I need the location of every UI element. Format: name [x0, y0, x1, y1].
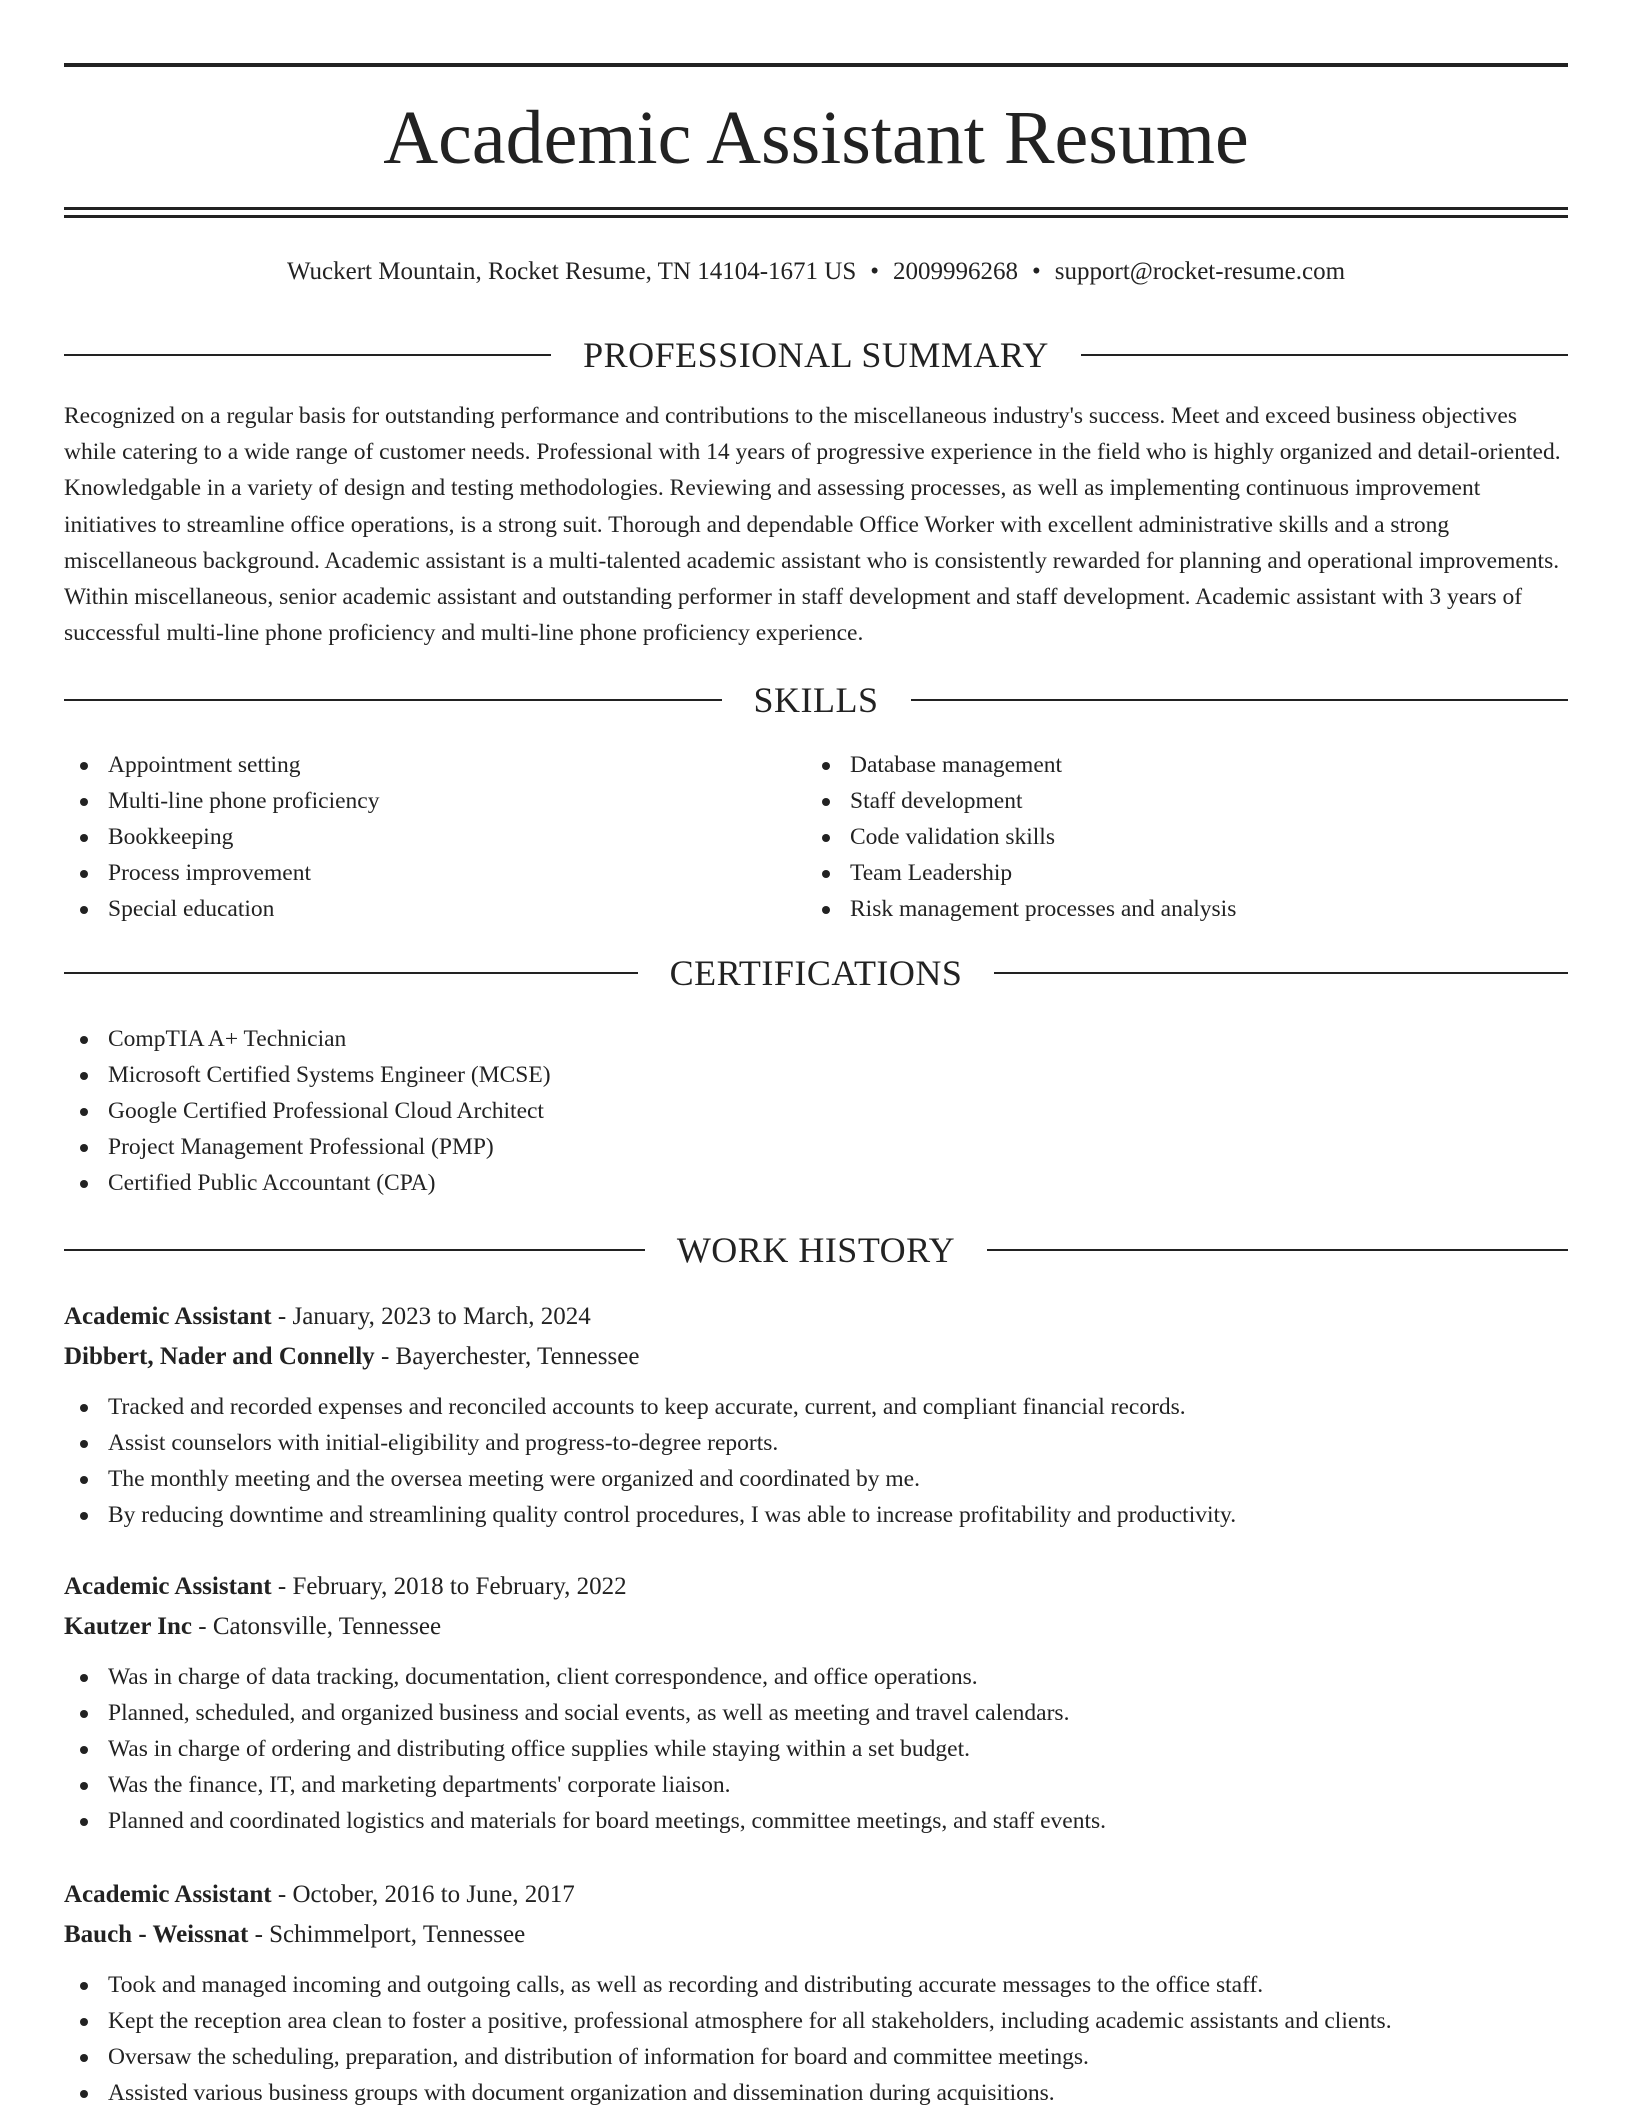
section-header-work-history	[64, 1228, 1568, 1272]
certification-item: Microsoft Certified Systems Engineer (MCSE)	[64, 1057, 1568, 1093]
job-company: Bauch - Weissnat	[64, 1921, 249, 1948]
title-rule-upper	[64, 207, 1568, 210]
job-bullet: Took and managed incoming and outgoing calls, as well as recording and distributing accurate messages to the office staff.	[64, 1967, 1568, 2003]
job-bullet: By reducing downtime and streamlining quality control procedures, I was able to increase profitability and productivity.	[64, 1497, 1568, 1533]
job-company-line	[64, 1607, 1568, 1647]
top-rule	[64, 63, 1568, 67]
job-bullet: Kept the reception area clean to foster a positive, professional atmosphere for all stakeholders, including academic assistants and clients.	[64, 2003, 1568, 2039]
job-dash: -	[254, 1921, 263, 1948]
section-title-certifications: CERTIFICATIONS	[669, 953, 963, 993]
job-dash: -	[198, 1613, 207, 1640]
skill-item: Appointment setting	[64, 747, 804, 783]
job-dash: -	[277, 1573, 287, 1600]
section-rule-left	[64, 699, 722, 701]
job-company: Dibbert, Nader and Connelly	[64, 1343, 375, 1370]
summary-text: Recognized on a regular basis for outstanding performance and contributions to the miscellaneous industry's success. Meet and exceed business objectives while catering to a wide range of customer needs. Professional with 14 years of progressive experience in the field who is highly organized and detail-oriented. Knowledgable in a variety of design and testing methodologies. Reviewing and assessing processes, as well as implementing continuous improvement initiatives to streamline office operations, is a strong suit. Thorough and dependable Office Worker with excellent administrative skills and a strong miscellaneous background. Academic assistant is a multi-talented academic assistant who is consistently rewarded for planning and operational improvements. Within miscellaneous, senior academic assistant and outstanding performer in staff development and staff development. Academic assistant with 3 years of successful multi-line phone proficiency and multi-line phone proficiency experience.	[64, 403, 1561, 647]
job-bullet: The monthly meeting and the oversea meeting were organized and coordinated by me.	[64, 1461, 1568, 1497]
section-header-summary	[64, 333, 1568, 377]
section-rule-left	[64, 354, 551, 356]
contact-phone: 2009996268	[893, 258, 1018, 285]
job-bullet: Was in charge of ordering and distributing office supplies while staying within a set budget.	[64, 1731, 1568, 1767]
job-bullet: Tracked and recorded expenses and reconciled accounts to keep accurate, current, and compliant financial records.	[64, 1389, 1568, 1425]
job-location: Schimmelport, Tennessee	[269, 1921, 526, 1948]
section-header-skills	[64, 678, 1568, 722]
skill-item: Risk management processes and analysis	[806, 891, 1566, 927]
job-title: Academic Assistant	[64, 1881, 272, 1908]
skills-list-right	[806, 747, 1566, 927]
section-rule-left	[64, 972, 638, 974]
job-title-line	[64, 1567, 1568, 1607]
section-header-certifications	[64, 951, 1568, 995]
job-location: Bayerchester, Tennessee	[395, 1343, 640, 1370]
job-dates: January, 2023 to March, 2024	[292, 1303, 591, 1330]
certification-item: Google Certified Professional Cloud Architect	[64, 1093, 1568, 1129]
job-title: Academic Assistant	[64, 1303, 272, 1330]
job-entry	[64, 1875, 1568, 2111]
section-rule-right	[994, 972, 1568, 974]
skill-item: Multi-line phone proficiency	[64, 783, 804, 819]
contact-separator: •	[870, 258, 879, 285]
section-rule-left	[64, 1249, 645, 1251]
job-bullet: Planned, scheduled, and organized business and social events, as well as meeting and travel calendars.	[64, 1695, 1568, 1731]
job-bullets	[64, 1659, 1568, 1839]
job-dash: -	[380, 1343, 390, 1370]
contact-line	[64, 255, 1568, 289]
job-bullet: Assist counselors with initial-eligibility and progress-to-degree reports.	[64, 1425, 1568, 1461]
job-company-line	[64, 1337, 1568, 1377]
job-dates: February, 2018 to February, 2022	[292, 1573, 627, 1600]
job-dash: -	[277, 1303, 287, 1330]
job-title-line	[64, 1875, 1568, 1915]
job-bullet: Planned and coordinated logistics and materials for board meetings, committee meetings, and staff events.	[64, 1803, 1568, 1839]
contact-email: support@rocket-resume.com	[1054, 258, 1346, 285]
skill-item: Bookkeeping	[64, 819, 804, 855]
job-entry	[64, 1297, 1568, 1533]
job-title: Academic Assistant	[64, 1573, 272, 1600]
job-bullets	[64, 1967, 1568, 2111]
job-bullet: Assisted various business groups with document organization and dissemination during acquisitions.	[64, 2075, 1568, 2111]
section-rule-right	[1081, 354, 1568, 356]
skill-item: Team Leadership	[806, 855, 1566, 891]
section-title-skills: SKILLS	[753, 680, 879, 720]
section-title-work-history: WORK HISTORY	[676, 1230, 956, 1270]
job-bullet: Was the finance, IT, and marketing departments' corporate liaison.	[64, 1767, 1568, 1803]
skill-item: Process improvement	[64, 855, 804, 891]
job-company-line	[64, 1915, 1568, 1955]
contact-separator: •	[1032, 258, 1041, 285]
job-dates: October, 2016 to June, 2017	[292, 1881, 575, 1908]
certification-item: Project Management Professional (PMP)	[64, 1129, 1568, 1165]
job-title-line	[64, 1297, 1568, 1337]
resume-title: Academic Assistant Resume	[383, 96, 1249, 180]
skill-item: Staff development	[806, 783, 1566, 819]
section-rule-right	[911, 699, 1569, 701]
job-bullet: Was in charge of data tracking, documentation, client correspondence, and office operations.	[64, 1659, 1568, 1695]
certification-item: Certified Public Accountant (CPA)	[64, 1165, 1568, 1201]
job-entry	[64, 1567, 1568, 1839]
section-rule-right	[987, 1249, 1568, 1251]
job-company: Kautzer Inc	[64, 1613, 192, 1640]
skill-item: Code validation skills	[806, 819, 1566, 855]
certifications-list	[64, 1021, 1568, 1201]
title-rule-lower	[64, 215, 1568, 218]
job-location: Catonsville, Tennessee	[212, 1613, 442, 1640]
contact-address: Wuckert Mountain, Rocket Resume, TN 14104-1671 US	[286, 258, 857, 285]
section-title-summary: PROFESSIONAL SUMMARY	[583, 335, 1049, 375]
skill-item: Special education	[64, 891, 804, 927]
skills-list-left	[64, 747, 804, 927]
job-dash: -	[277, 1881, 287, 1908]
certification-item: CompTIA A+ Technician	[64, 1021, 1568, 1057]
job-bullet: Oversaw the scheduling, preparation, and distribution of information for board and committee meetings.	[64, 2039, 1568, 2075]
job-bullets	[64, 1389, 1568, 1533]
skill-item: Database management	[806, 747, 1566, 783]
